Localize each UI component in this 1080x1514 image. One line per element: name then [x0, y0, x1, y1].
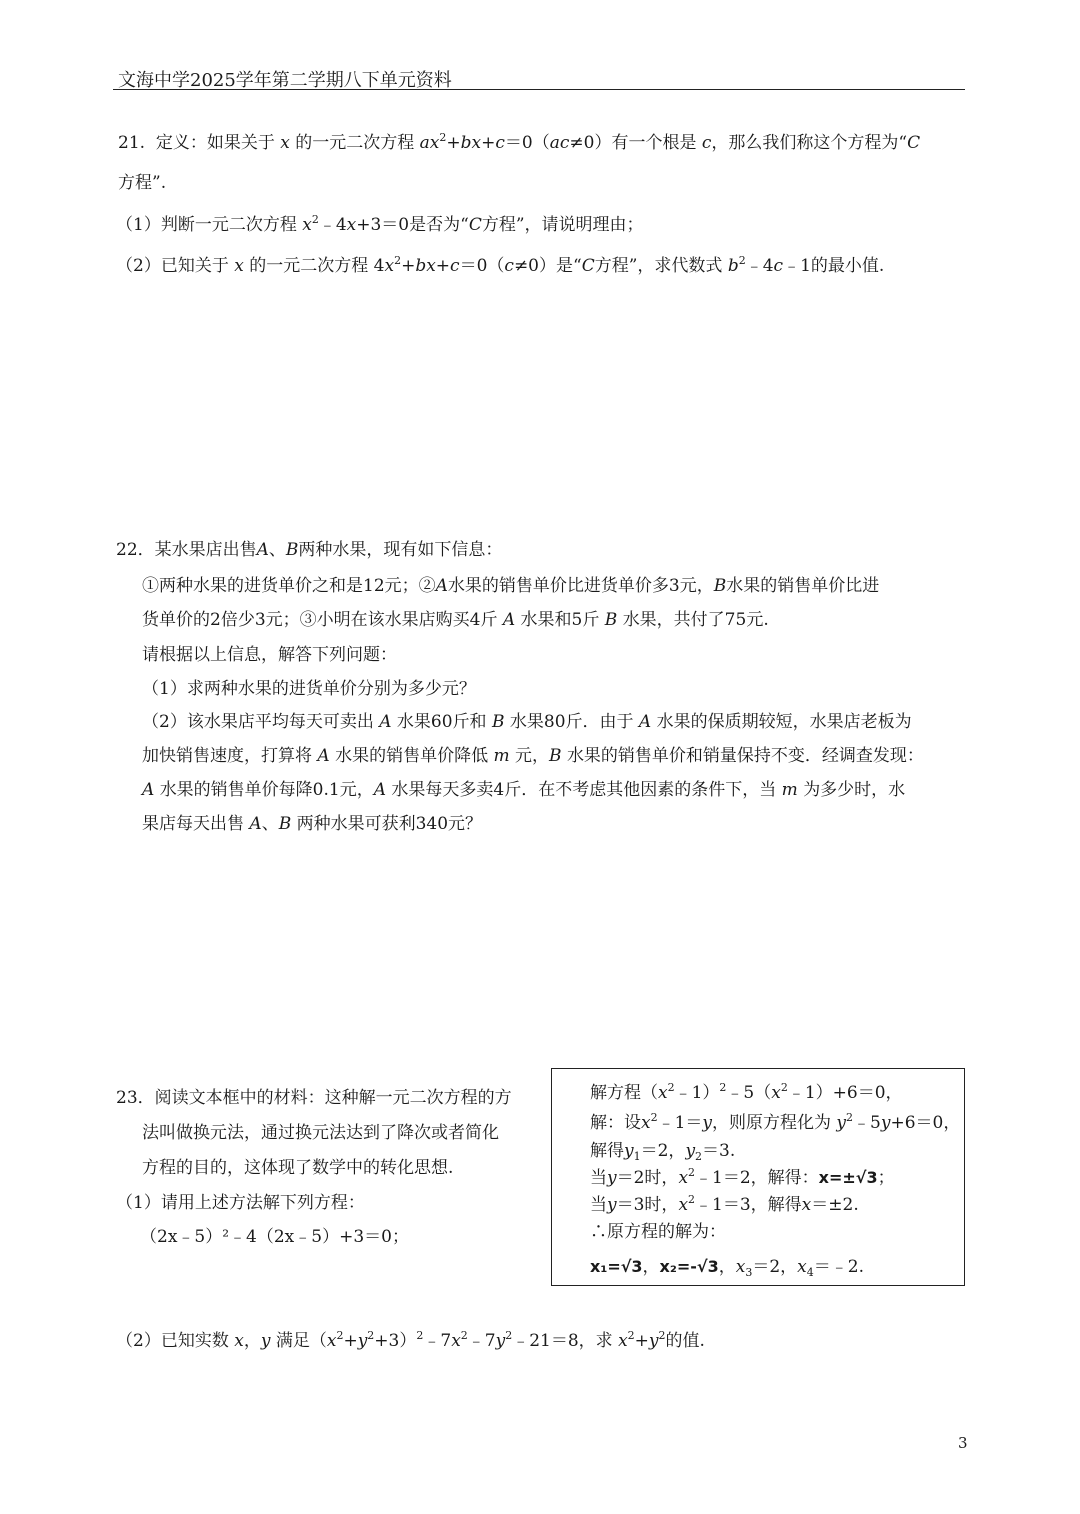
- sqrt3-solution: x=±√3: [818, 1168, 878, 1187]
- q21-part1: （1）判断一元二次方程 $x^2﹣4x+3=0$是否为“C方程”，请说明理由；: [116, 213, 644, 235]
- q22-part1: （1）求两种水果的进货单价分别为多少元？: [142, 679, 476, 699]
- q23-intro-line1: 23．阅读文本框中的材料：这种解一元二次方程的方: [116, 1088, 512, 1108]
- q23-part2: （2）已知实数 x，y 满足$(x^2+y^2+3)^2﹣7x^2﹣7y^2﹣21=8$，求 $x^2+y^2$的值.: [116, 1329, 705, 1351]
- q22-intro: 22．某水果店出售A、B两种水果，现有如下信息：: [116, 540, 503, 560]
- header-divider: [113, 89, 965, 90]
- q21-definition-line2: 方程”.: [118, 173, 167, 193]
- box-line7: x₁=√3，x₂=-√3，$x_3=2$，$x_4=﹣2$.: [590, 1257, 864, 1279]
- box-line1: 解方程$(x^2﹣1)^2﹣5(x^2﹣1)+6=0$，: [590, 1081, 903, 1103]
- q21-definition-line: 21. 定义：如果关于 x 的一元二次方程 $ax^2+bx+c=0(ac\ne 0)$有一个根是 c，那么我们称这个方程为“C: [118, 131, 921, 153]
- box-line4: 当y＝2时，$x^2﹣1=2$，解得：x=±√3；: [590, 1166, 895, 1188]
- box-line6: ∴原方程的解为：: [590, 1222, 726, 1242]
- q22-part2-line4: 果店每天出售 A、B 两种水果可获利340元？: [142, 814, 483, 834]
- q23-intro-line2: 法叫做换元法，通过换元法达到了降次或者简化: [142, 1123, 499, 1143]
- q21-part2: （2）已知关于 x 的一元二次方程 $4x^2+bx+c=0(c\ne 0)$是“C方程”，求代数式 $b^2﹣4c﹣1$的最小值.: [116, 254, 885, 276]
- q22-info-line1: ①两种水果的进货单价之和是12元；②A水果的销售单价比进货单价多3元，B水果的销售单价比进: [142, 576, 880, 596]
- q22-part2-line3: A 水果的销售单价每降0.1元，A 水果每天多卖4斤．在不考虑其他因素的条件下，当 m 为多少时，水: [142, 780, 906, 800]
- q22-info-line2: 货单价的2倍少3元；③小明在该水果店购买4斤 A 水果和5斤 B 水果，共付了75元.: [142, 610, 769, 630]
- q23-number: 23．: [116, 1088, 155, 1108]
- q22-part2-line2: 加快销售速度，打算将 A 水果的销售单价降低 m 元，B 水果的销售单价和销量保持不变．经调查发现：: [142, 746, 924, 766]
- q21-number: 21.: [118, 133, 146, 153]
- page-number: 3: [958, 1434, 968, 1452]
- q23-intro-line3: 方程的目的，这体现了数学中的转化思想.: [142, 1158, 454, 1178]
- q23-part1: （1）请用上述方法解下列方程：: [116, 1193, 365, 1213]
- q22-number: 22．: [116, 540, 155, 560]
- x1-solution: x₁=√3: [590, 1257, 643, 1276]
- page-header-title: 文海中学2025学年第二学期八下单元资料: [118, 70, 452, 91]
- q22-part2-line1: （2）该水果店平均每天可卖出 A 水果60斤和 B 水果80斤．由于 A 水果的保质期较短，水果店老板为: [142, 712, 912, 732]
- x2-solution: x₂=-√3: [659, 1257, 719, 1276]
- box-line3: 解得$y_1=2$，$y_2=3$.: [590, 1141, 736, 1163]
- q23-part1-equation: （2x﹣5）²﹣4（2x﹣5）+3＝0；: [140, 1227, 409, 1247]
- box-line2: 解：设$x^2﹣1=y$，则原方程化为 $y^2﹣5y+6=0$，: [590, 1111, 961, 1133]
- q22-ask: 请根据以上信息，解答下列问题：: [142, 645, 397, 665]
- box-line5: 当y＝3时，$x^2﹣1=3$，解得x＝±2.: [590, 1193, 859, 1215]
